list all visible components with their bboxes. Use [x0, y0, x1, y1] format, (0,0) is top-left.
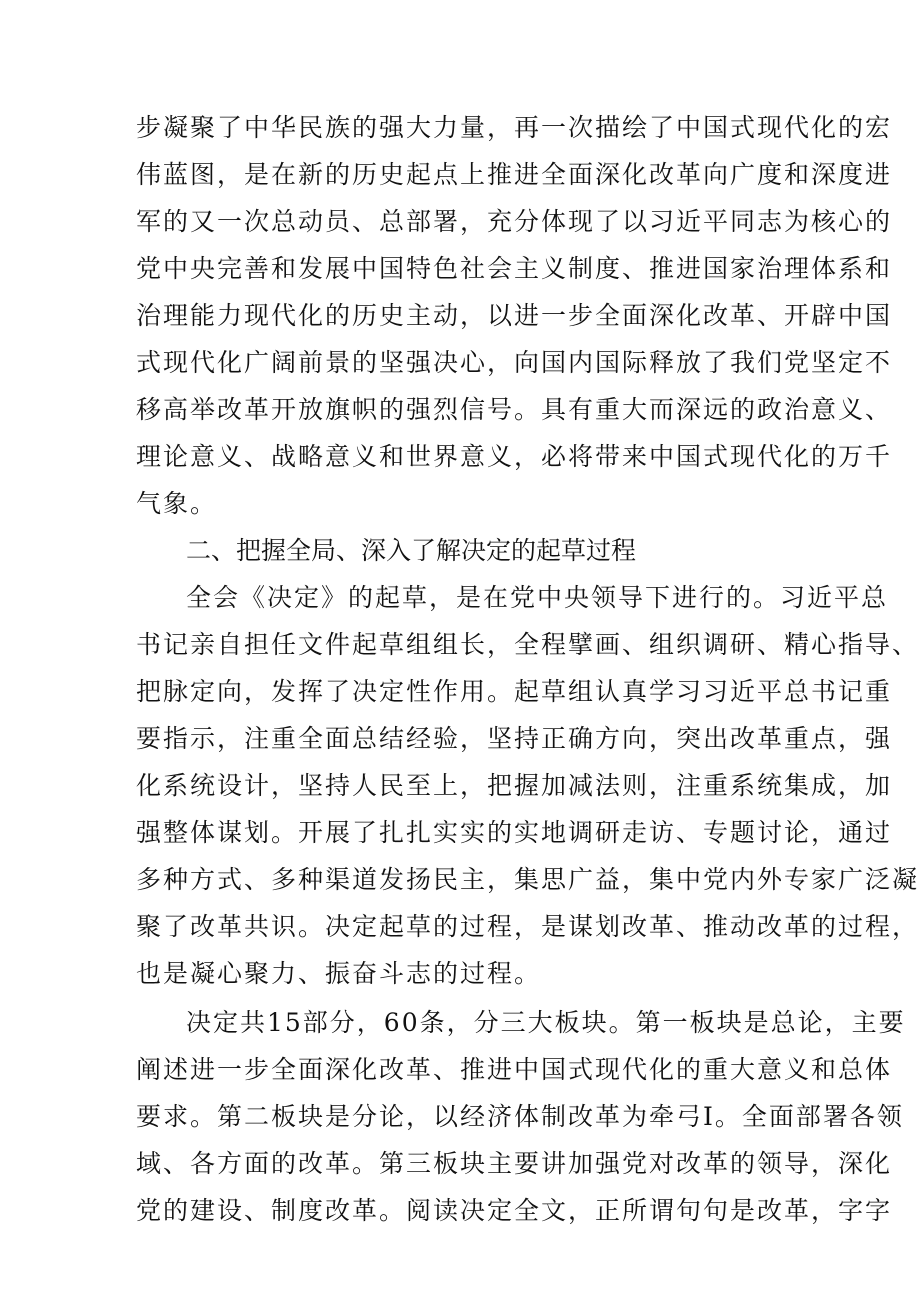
paragraph-line: 移高举改革开放旗帜的强烈信号。具有重大而深远的政治意义、	[136, 395, 893, 424]
paragraph-line: 军的又一次总动员、总部署，充分体现了以习近平同志为核心的	[136, 207, 893, 236]
paragraph-line: 多种方式、多种渠道发扬民主，集思广益，集中党内外专家广泛凝	[136, 865, 920, 894]
paragraph-line: 治理能力现代化的历史主动，以进一步全面深化改革、开辟中国	[136, 301, 893, 330]
paragraph-line: 要求。第二板块是分论，以经济体制改革为牵弓I。全面部署各领	[136, 1102, 904, 1131]
paragraph-line: 书记亲自担任文件起草组组长，全程擘画、组织调研、精心指导、	[136, 630, 920, 659]
paragraph-line: 理论意义、战略意义和世界意义，必将带来中国式现代化的万千	[136, 442, 893, 471]
paragraph-line: 也是凝心聚力、振奋斗志的过程。	[136, 959, 542, 988]
paragraph-line: 气象。	[136, 489, 218, 518]
paragraph-line: 决定共15部分，60条，分三大板块。第一板块是总论，主要	[186, 1008, 906, 1037]
paragraph-line: 域、各方面的改革。第三板块主要讲加强党对改革的领导，深化	[136, 1149, 893, 1178]
paragraph-line: 党中央完善和发展中国特色社会主义制度、推进国家治理体系和	[136, 254, 893, 283]
paragraph-line: 化系统设计，坚持人民至上，把握加减法则，注重系统集成，加	[136, 771, 893, 800]
paragraph-line: 阐述进一步全面深化改革、推进中国式现代化的重大意义和总体	[136, 1055, 893, 1084]
paragraph-line: 要指示，注重全面总结经验，坚持正确方向，突出改革重点，强	[136, 724, 893, 753]
section-heading: 二、把握全局、深入了解决定的起草过程	[186, 536, 637, 565]
paragraph-line: 把脉定向，发挥了决定性作用。起草组认真学习习近平总书记重	[136, 677, 893, 706]
paragraph-line: 式现代化广阔前景的坚强决心，向国内国际释放了我们党坚定不	[136, 348, 893, 377]
paragraph-line: 全会《决定》的起草，是在党中央领导下进行的。习近平总	[186, 583, 889, 612]
paragraph-line: 党的建设、制度改革。阅读决定全文，正所谓句句是改革，字字	[136, 1196, 893, 1225]
paragraph-line: 伟蓝图，是在新的历史起点上推进全面深化改革向广度和深度进	[136, 160, 893, 189]
paragraph-line: 步凝聚了中华民族的强大力量，再一次描绘了中国式现代化的宏	[136, 113, 893, 142]
paragraph-line: 聚了改革共识。决定起草的过程，是谋划改革、推动改革的过程，	[136, 912, 920, 941]
paragraph-line: 强整体谋划。开展了扎扎实实的实地调研走访、专题讨论，通过	[136, 818, 893, 847]
